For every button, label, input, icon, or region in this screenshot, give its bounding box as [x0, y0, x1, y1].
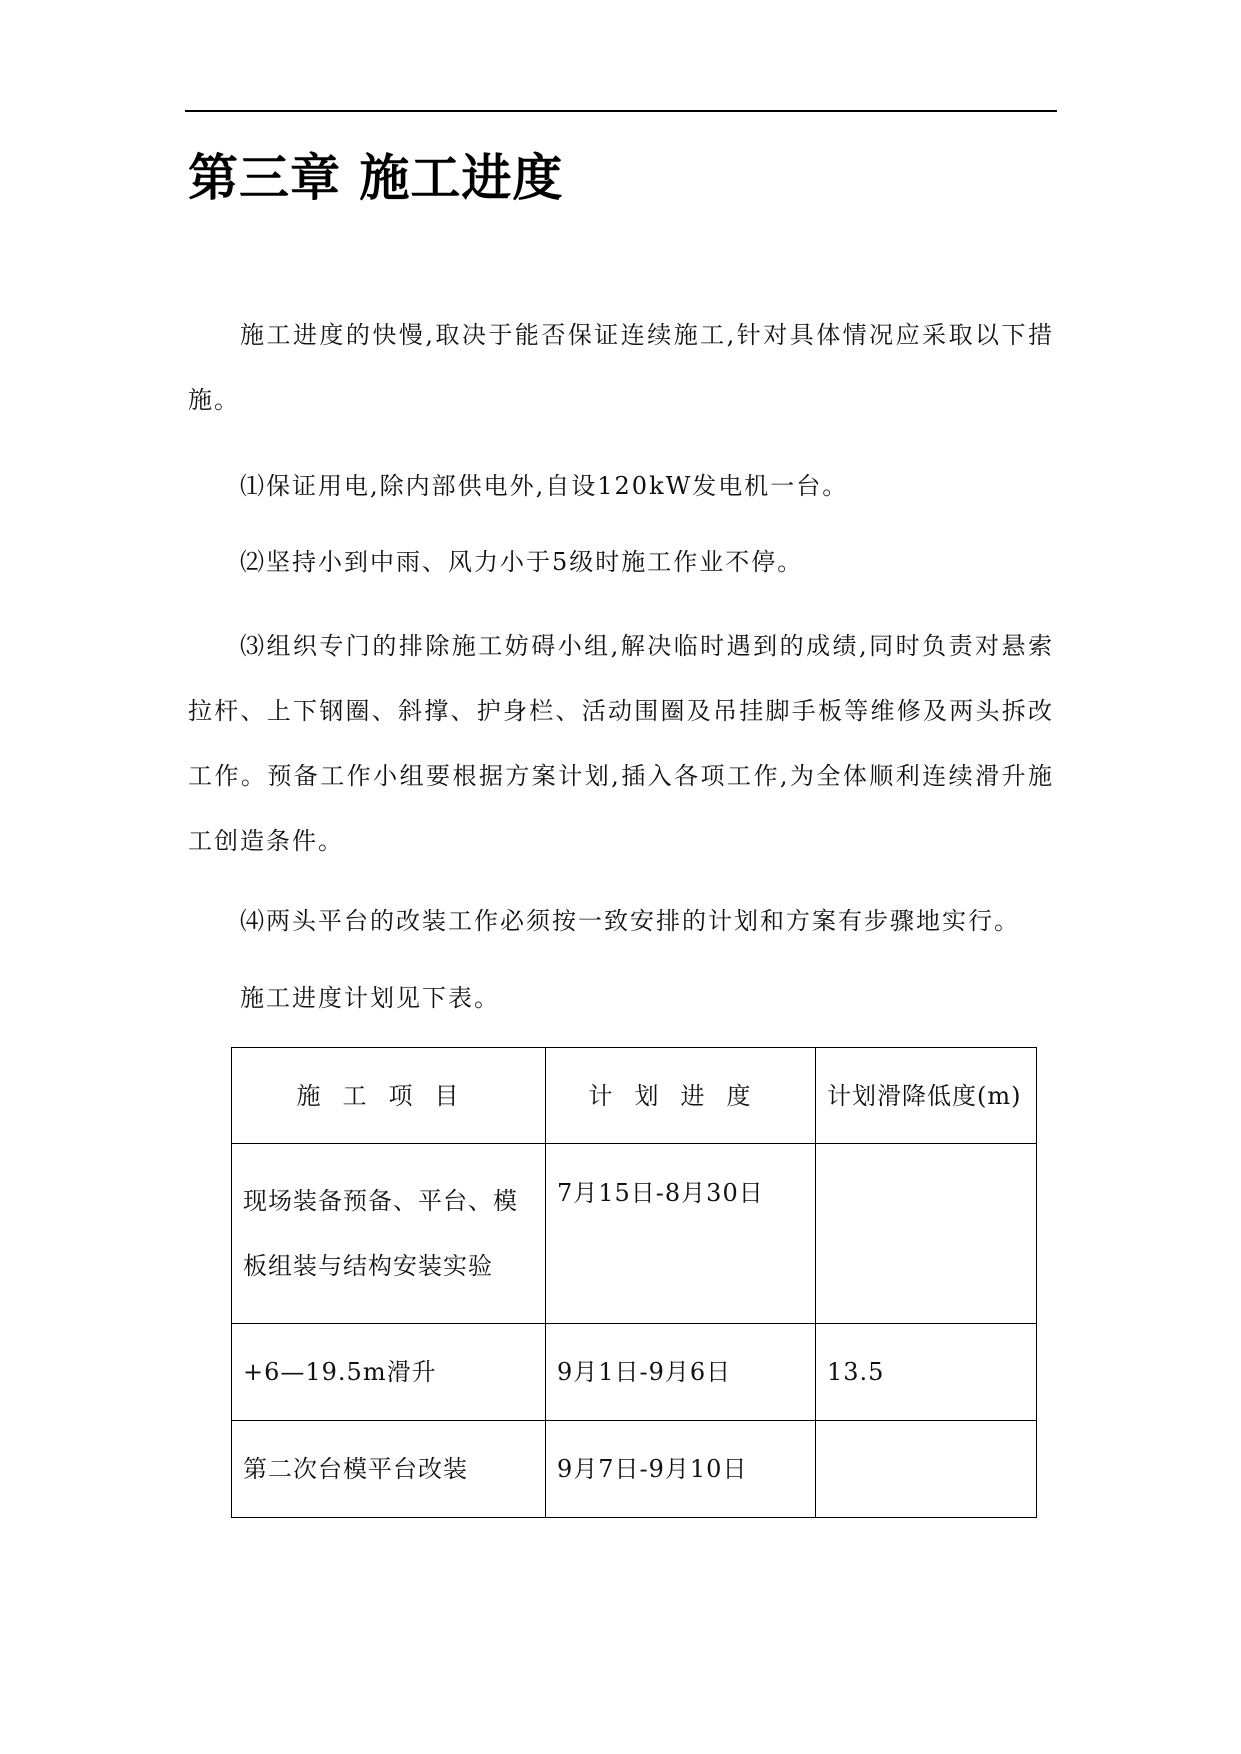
- schedule-table: [231, 1047, 1037, 1518]
- cell-schedule: 9月1日-9月6日: [546, 1324, 816, 1421]
- header-height: 计划滑降低度(m): [816, 1048, 1037, 1144]
- measure-item-1: ⑴保证用电,除内部供电外,自设120kW发电机一台。: [240, 472, 849, 500]
- cell-height: [816, 1144, 1037, 1324]
- table-row: [232, 1324, 1037, 1421]
- cell-item: 第二次台模平台改装: [232, 1421, 546, 1518]
- header-item: 施工项目: [232, 1048, 546, 1144]
- table-header-row: [232, 1048, 1037, 1144]
- measure-item-4: ⑷两头平台的改装工作必须按一致安排的计划和方案有步骤地实行。: [240, 907, 1020, 935]
- header-schedule: 计划进度: [546, 1048, 816, 1144]
- cell-height: 13.5: [816, 1324, 1037, 1421]
- intro-paragraph: 施工进度的快慢,取决于能否保证连续施工,针对具体情况应采取以下措施。: [188, 321, 1054, 414]
- table-intro: 施工进度计划见下表。: [240, 984, 500, 1012]
- measure-item-3: ⑶组织专门的排除施工妨碍小组,解决临时遇到的成绩,同时负责对悬索拉杆、上下钢圈、斜撑、护身栏、活动围圈及吊挂脚手板等维修及两头拆改工作。预备工作小组要根据方案计划,插入各项工作,为全体顺利连续滑升施工创造条件。: [188, 632, 1054, 855]
- table-row: [232, 1421, 1037, 1518]
- header-rule: [185, 110, 1057, 112]
- measure-item-2: ⑵坚持小到中雨、风力小于5级时施工作业不停。: [240, 548, 804, 576]
- cell-schedule: 7月15日-8月30日: [546, 1144, 816, 1324]
- cell-item: +6—19.5m滑升: [232, 1324, 546, 1421]
- table-row: [232, 1144, 1037, 1324]
- cell-item: 现场装备预备、平台、模板组装与结构安装实验: [232, 1144, 546, 1324]
- cell-schedule: 9月7日-9月10日: [546, 1421, 816, 1518]
- chapter-title: 第三章 施工进度: [188, 149, 564, 207]
- cell-height: [816, 1421, 1037, 1518]
